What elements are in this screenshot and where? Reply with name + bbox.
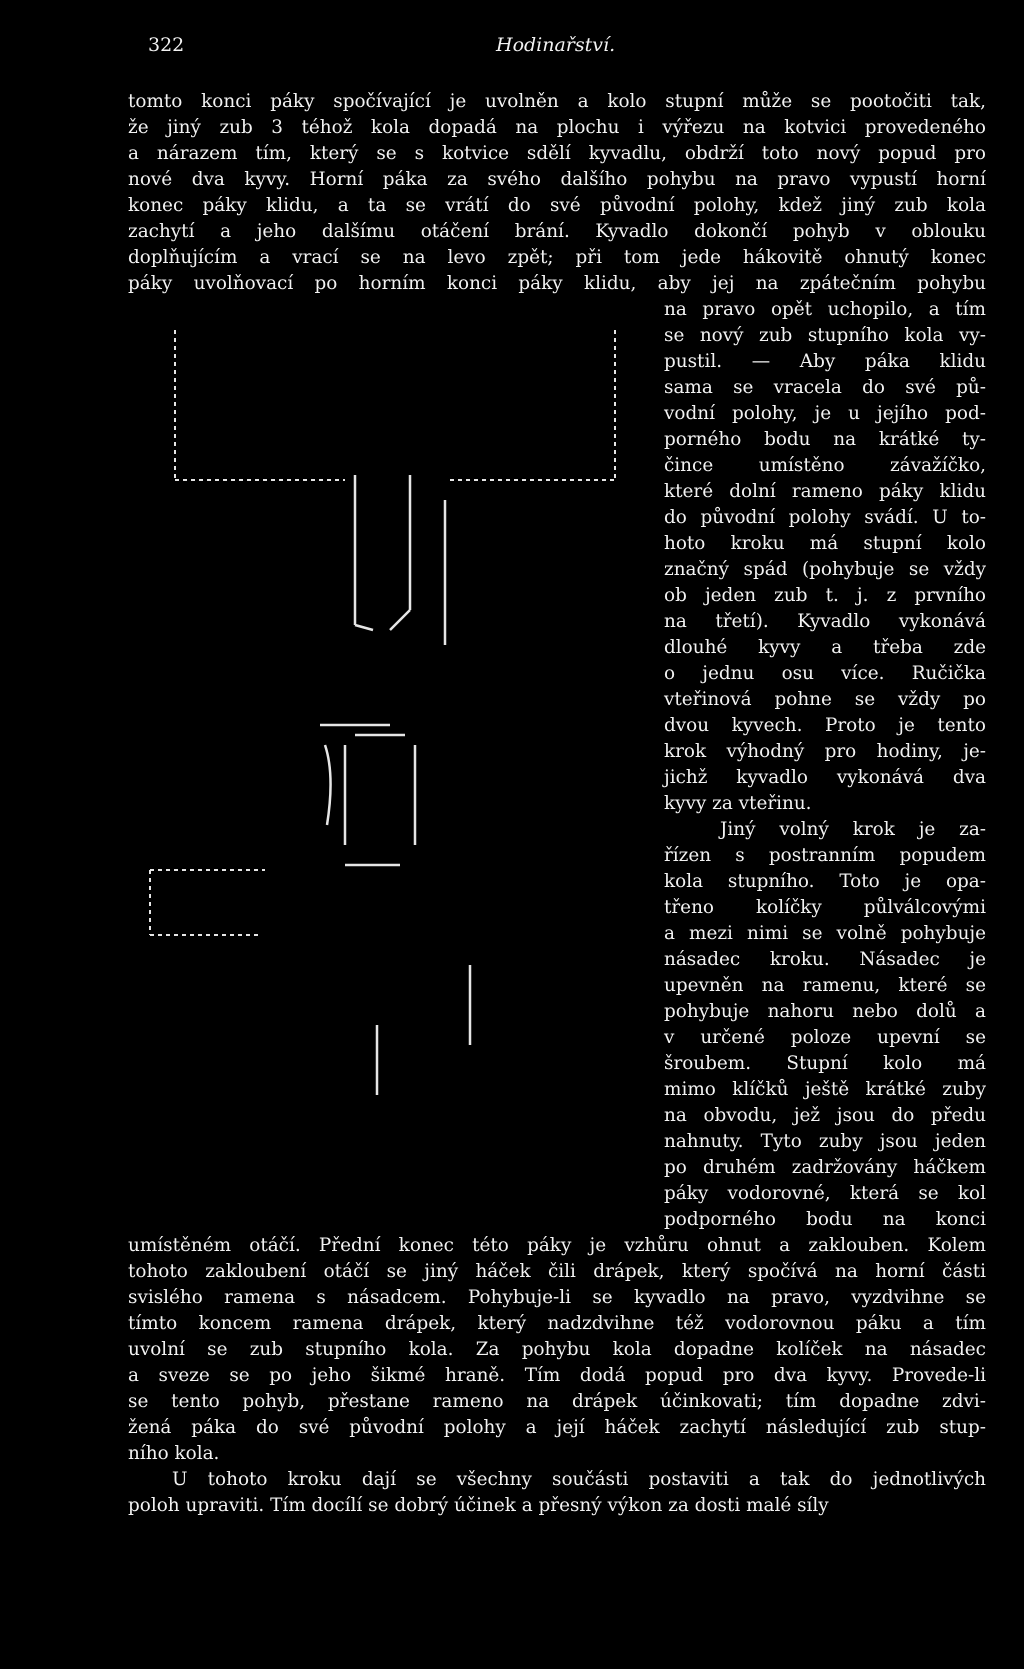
middle-horizontal-marks [320, 725, 405, 865]
text-line: doplňujícím a vrací se na levo zpět; při tom jede hákovitě ohnutý konec [128, 247, 986, 268]
text-line: ob jeden zub t. j. z prvního [664, 585, 986, 606]
text-line: vodní polohy, je u jejího pod- [664, 403, 986, 424]
text-line: násadec kroku. Násadec je [664, 949, 986, 970]
dashed-frame-outline [150, 330, 615, 935]
text-line: třeno kolíčky půlválcovými [664, 897, 986, 918]
text-line: zachytí a jeho dalšímu otáčení brání. Kyvadlo dokončí pohyb v oblouku [128, 221, 986, 242]
text-line: dvou kyvech. Proto je tento [664, 715, 986, 736]
text-line: ního kola. [128, 1443, 220, 1464]
text-line: na pravo opět uchopilo, a tím [664, 299, 986, 320]
text-line: že jiný zub 3 téhož kola dopadá na plochu i výřezu na kotvici provedeného [128, 117, 986, 138]
text-line: se nový zub stupního kola vy- [664, 325, 986, 346]
text-line: pustil. — Aby páka klidu [664, 351, 986, 372]
text-line: upevněn na ramenu, které se [664, 975, 986, 996]
text-line: do původní polohy svádí. U to- [664, 507, 986, 528]
text-line: které dolní rameno páky klidu [664, 481, 986, 502]
text-line: na obvodu, jež jsou do předu [664, 1105, 986, 1126]
text-line: páky uvolňovací po horním konci páky klidu, aby jej na zpátečním pohybu [128, 273, 986, 294]
text-line: a nárazem tím, který se s kotvice sdělí kyvadlu, obdrží toto nový popud pro [128, 143, 986, 164]
text-line: hoto kroku má stupní kolo [664, 533, 986, 554]
text-line: řízen s postranním popudem [664, 845, 986, 866]
text-line: umístěném otáčí. Přední konec této páky je vzhůru ohnut a zaklouben. Kolem [128, 1235, 986, 1256]
text-line: v určené poloze upevní se [664, 1027, 986, 1048]
text-line: tomto konci páky spočívající je uvolněn a kolo stupní může se pootočiti tak, [128, 91, 986, 112]
page-number: 322 [148, 34, 185, 56]
text-line: kola stupního. Toto je opa- [664, 871, 986, 892]
text-line: se tento pohyb, přestane rameno na drápek účinkovati; tím dopadne zdvi- [128, 1391, 986, 1412]
text-line: porného bodu na krátké ty- [664, 429, 986, 450]
page-header [148, 34, 638, 60]
text-line: podporného bodu na konci [664, 1209, 986, 1230]
text-line: dlouhé kyvy a třeba zde [664, 637, 986, 658]
text-line: U tohoto kroku dají se všechny součásti postaviti a tak do jednotlivých [172, 1469, 986, 1490]
text-line: vteřinová pohne se vždy po [664, 689, 986, 710]
text-line: poloh upraviti. Tím docílí se dobrý účinek a přesný výkon za dosti malé síly [128, 1495, 829, 1516]
text-line: tímto koncem ramena drápek, který nadzdvihne též vodorovnou páku a tím [128, 1313, 986, 1334]
escapement-figure [145, 325, 645, 1165]
text-line: jichž kyvadlo vykonává dva [664, 767, 986, 788]
escapement-diagram [145, 325, 645, 1165]
text-line: konec páky klidu, a ta se vrátí do své původní polohy, kdež jiný zub kola [128, 195, 986, 216]
text-line: uvolní se zub stupního kola. Za pohybu kola dopadne kolíček na násadec [128, 1339, 986, 1360]
running-title: Hodinařství. [496, 34, 616, 56]
text-line: svislého ramena s násadcem. Pohybuje-li se kyvadlo na pravo, vyzdvihne se [128, 1287, 986, 1308]
lower-vertical-rods [325, 745, 470, 1095]
upper-vertical-rods [355, 475, 445, 645]
text-line: žená páka do své původní polohy a její háček zachytí následující zub stup- [128, 1417, 986, 1438]
text-line: po druhém zadržovány háčkem [664, 1157, 986, 1178]
text-line: mimo klíčků ještě krátké zuby [664, 1079, 986, 1100]
text-line: páky vodorovné, která se kol [664, 1183, 986, 1204]
text-line: o jednu osu více. Ručička [664, 663, 986, 684]
text-line: nové dva kyvy. Horní páka za svého dalšího pohybu na pravo vypustí horní [128, 169, 986, 190]
text-line: Jiný volný krok je za- [720, 819, 986, 840]
text-line: šroubem. Stupní kolo má [664, 1053, 986, 1074]
text-line: čince umístěno závažíčko, [664, 455, 986, 476]
text-line: kyvy za vteřinu. [664, 793, 812, 814]
text-line: na třetí). Kyvadlo vykonává [664, 611, 986, 632]
text-line: krok výhodný pro hodiny, je- [664, 741, 986, 762]
text-line: sama se vracela do své pů- [664, 377, 986, 398]
text-line: a mezi nimi se volně pohybuje [664, 923, 986, 944]
text-line: značný spád (pohybuje se vždy [664, 559, 986, 580]
text-line: pohybuje nahoru nebo dolů a [664, 1001, 986, 1022]
text-line: nahnuty. Tyto zuby jsou jeden [664, 1131, 986, 1152]
text-line: tohoto zakloubení otáčí se jiný háček čili drápek, který spočívá na horní části [128, 1261, 986, 1282]
text-line: a sveze se po jeho šikmé hraně. Tím dodá popud pro dva kyvy. Provede-li [128, 1365, 986, 1386]
